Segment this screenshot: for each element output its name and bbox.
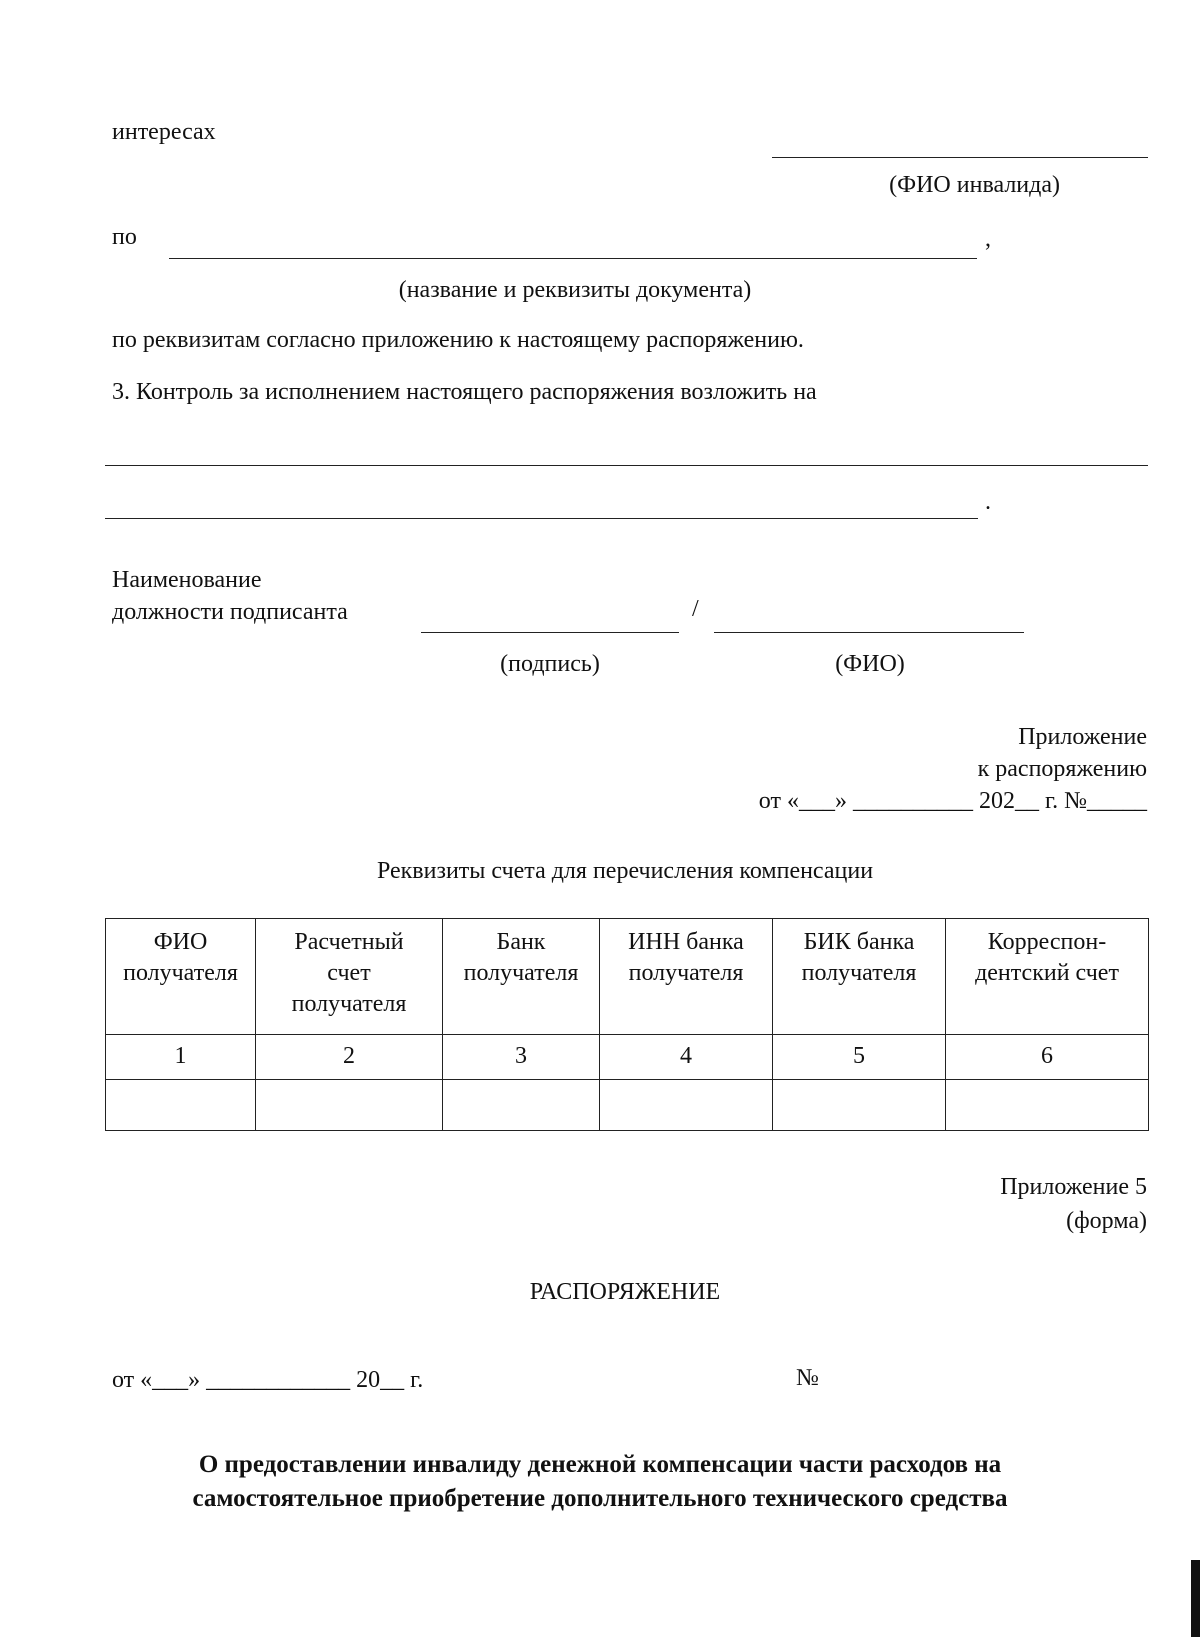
order-date: от «___» ____________ 20__ г. — [112, 1367, 424, 1393]
column-number: 2 — [256, 1035, 443, 1080]
slash-text: / — [692, 596, 699, 622]
document-line[interactable] — [169, 258, 977, 259]
interesah-text: интересах — [112, 119, 216, 145]
order-subject-line-1: О предоставлении инвалиду денежной компенсации части расходов на — [198, 1451, 1002, 1478]
header-bik-line-2: получателя — [801, 960, 917, 987]
table-data-row — [106, 1080, 1149, 1131]
appendix-5-form: (форма) — [1066, 1208, 1147, 1234]
fio-invalid-caption: (ФИО инвалида) — [889, 172, 1060, 198]
appendix-date-number: от «___» __________ 202__ г. №_____ — [758, 788, 1147, 814]
comma-text: , — [985, 226, 991, 252]
position-line-1: Наименование — [112, 567, 262, 593]
fio-invalid-line[interactable] — [772, 157, 1148, 158]
inn-cell[interactable] — [600, 1080, 773, 1131]
header-bank — [443, 919, 600, 1035]
header-corr-line-1: Корреспон- — [987, 929, 1107, 955]
period-text: . — [985, 489, 991, 515]
header-inn — [600, 919, 773, 1035]
control-line-1[interactable] — [105, 465, 1148, 466]
header-bik-line-1: БИК банка — [803, 929, 915, 955]
bik-cell[interactable] — [773, 1080, 946, 1131]
header-inn-line-1: ИНН банка — [628, 929, 744, 955]
item-3-text: 3. Контроль за исполнением настоящего распоряжения возложить на — [112, 379, 817, 405]
appendix-subtitle: к распоряжению — [977, 756, 1147, 782]
table-header-row — [106, 919, 1149, 1035]
column-number: 3 — [443, 1035, 600, 1080]
column-number: 5 — [773, 1035, 946, 1080]
order-number-sign: № — [796, 1365, 819, 1391]
signature-line[interactable] — [421, 632, 679, 633]
corr-account-cell[interactable] — [946, 1080, 1149, 1131]
fio-signer-line[interactable] — [714, 632, 1024, 633]
header-corr-account — [946, 919, 1149, 1035]
rekvizity-text: по реквизитам согласно приложению к настоящему распоряжению. — [112, 327, 804, 353]
header-bank-line-2: получателя — [463, 960, 579, 987]
control-line-2[interactable] — [105, 518, 978, 519]
appendix-5-title: Приложение 5 — [1000, 1174, 1147, 1200]
document-caption: (название и реквизиты документа) — [398, 277, 752, 303]
requisites-table — [105, 918, 1149, 1131]
appendix-title: Приложение — [1018, 724, 1147, 750]
header-inn-line-2: получателя — [628, 960, 744, 987]
scan-edge-mark — [1191, 1560, 1200, 1637]
header-corr-line-2: дентский счет — [975, 960, 1119, 987]
header-bik — [773, 919, 946, 1035]
column-number: 4 — [600, 1035, 773, 1080]
table-number-row — [106, 1035, 1149, 1080]
order-title: РАСПОРЯЖЕНИЕ — [529, 1279, 721, 1305]
column-number: 1 — [106, 1035, 256, 1080]
signature-caption: (подпись) — [500, 651, 600, 677]
header-fio — [106, 919, 256, 1035]
bank-cell[interactable] — [443, 1080, 600, 1131]
po-text: по — [112, 224, 137, 250]
header-fio-line-1: ФИО — [153, 929, 208, 955]
position-line-2: должности подписанта — [112, 599, 348, 625]
account-cell[interactable] — [256, 1080, 443, 1131]
header-account-line-3: получателя — [291, 991, 407, 1018]
header-fio-line-2: получателя — [123, 960, 238, 987]
fio-cell[interactable] — [106, 1080, 256, 1131]
header-account-line-2: счет — [327, 960, 371, 987]
order-subject-line-2: самостоятельное приобретение дополнительного технического средства — [192, 1485, 1008, 1512]
header-account — [256, 919, 443, 1035]
header-account-line-1: Расчетный — [294, 929, 404, 955]
header-bank-line-1: Банк — [496, 929, 546, 955]
table-title: Реквизиты счета для перечисления компенсации — [376, 858, 874, 884]
column-number: 6 — [946, 1035, 1149, 1080]
fio-signer-caption: (ФИО) — [835, 651, 905, 677]
